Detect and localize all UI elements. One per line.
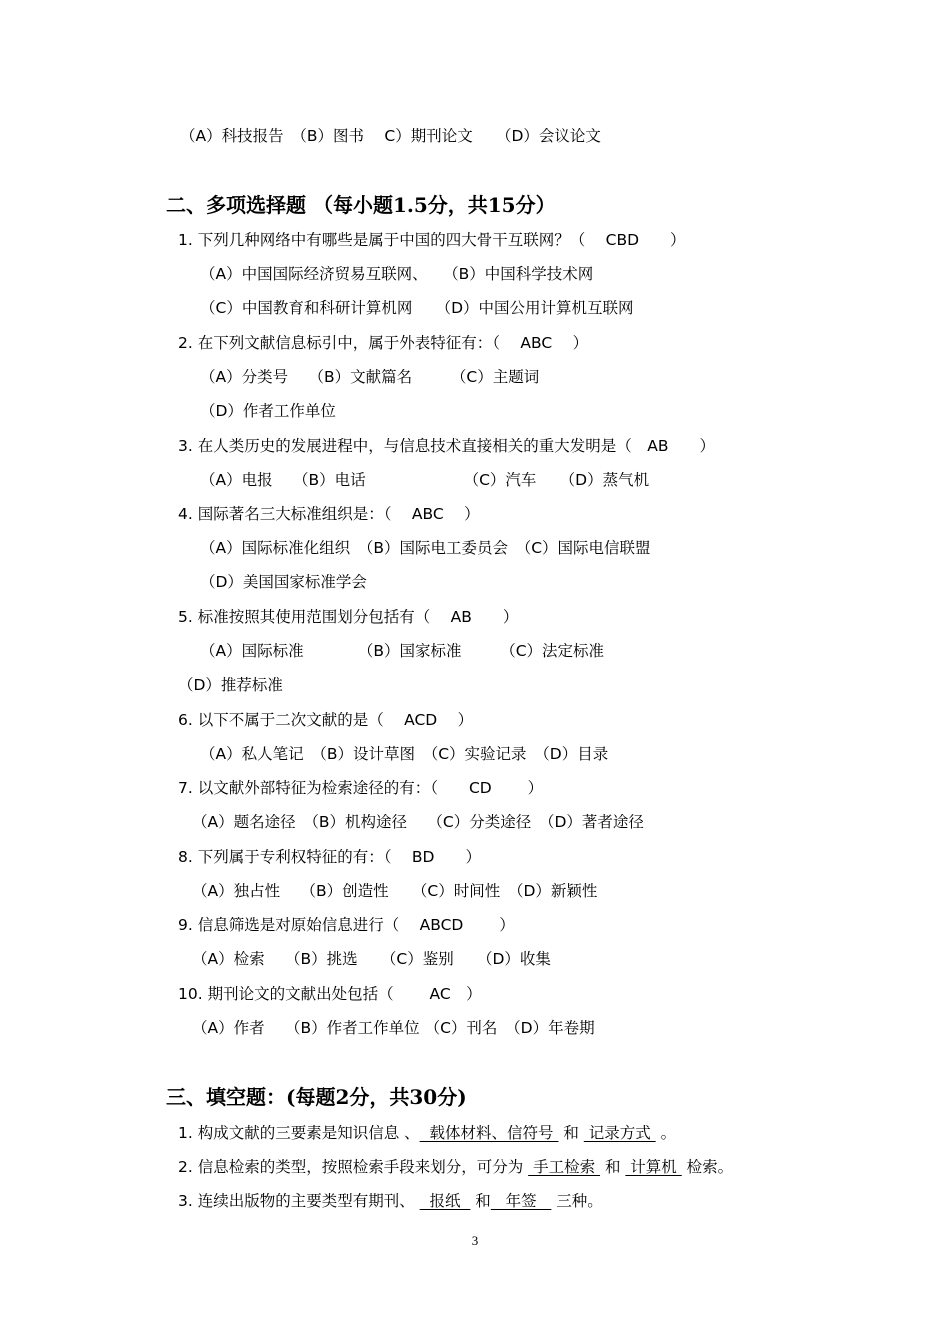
section-3-heading: 三、填空题：(每题2分，共30分) [166, 1085, 467, 1109]
fill-q1-blank-1: 载体材料、信符号 [419, 1124, 559, 1142]
fill-q3 [178, 1191, 603, 1211]
fill-q2 [178, 1157, 733, 1177]
q9-options-1: （A）检索 （B）挑选 （C）鉴别 （D）收集 [192, 950, 551, 968]
q6-options-1: （A）私人笔记 （B）设计草图 （C）实验记录 （D）目录 [200, 745, 609, 763]
fill-q1-joiner: 和 [558, 1124, 584, 1142]
q5-stem: 5. 标准按照其使用范围划分包括有（ AB ） [178, 608, 519, 626]
fill-q3-end: 三种。 [551, 1192, 603, 1210]
fill-q1-text: 1. 构成文献的三要素是知识信息 、 [178, 1124, 420, 1142]
q4-options-2: （D）美国国家标准学会 [200, 573, 367, 591]
q1-stem: 1. 下列几种网络中有哪些是属于中国的四大骨干互联网？（ CBD ） [178, 231, 686, 249]
fill-q2-joiner: 和 [600, 1158, 626, 1176]
fill-q2-blank-1: 手工检索 [528, 1158, 601, 1176]
q5-options-1: （A）国际标准 （B）国家标准 （C）法定标准 [200, 642, 605, 660]
q10-options-1: （A）作者 （B）作者工作单位 （C）刊名 （D）年卷期 [192, 1019, 595, 1037]
fill-q1-blank-2: 记录方式 [583, 1124, 656, 1142]
q1-options-1: （A）中国国际经济贸易互联网、 （B）中国科学技术网 [200, 265, 594, 283]
q7-stem: 7. 以文献外部特征为检索途径的有：（ CD ） [178, 779, 544, 797]
q3-options-1: （A）电报 （B）电话 （C）汽车 （D）蒸气机 [200, 471, 650, 489]
fill-q1-end: 。 [655, 1124, 677, 1142]
q1-options-2: （C）中国教育和科研计算机网 （D）中国公用计算机互联网 [200, 299, 634, 317]
q8-stem: 8. 下列属于专利权特征的有：（ BD ） [178, 848, 481, 866]
fill-q3-text: 3. 连续出版物的主要类型有期刊、 [178, 1192, 420, 1210]
q5-options-2: （D）推荐标准 [178, 676, 283, 694]
prev-question-options: （A）科技报告 （B）图书 C）期刊论文 （D）会议论文 [180, 127, 601, 145]
fill-q3-blank-2: 年签 [490, 1192, 552, 1210]
fill-q2-blank-2: 计算机 [625, 1158, 682, 1176]
fill-q2-end: 检索。 [681, 1158, 734, 1176]
q4-options-1: （A）国际标准化组织 （B）国际电工委员会 （C）国际电信联盟 [200, 539, 651, 557]
fill-q3-joiner: 和 [470, 1192, 491, 1210]
q6-stem: 6. 以下不属于二次文献的是（ ACD ） [178, 711, 474, 729]
q8-options-1: （A）独占性 （B）创造性 （C）时间性 （D）新颖性 [192, 882, 598, 900]
fill-q3-blank-1: 报纸 [419, 1192, 471, 1210]
fill-q1 [178, 1123, 676, 1143]
q3-stem: 3. 在人类历史的发展进程中，与信息技术直接相关的重大发明是（ AB ） [178, 437, 715, 455]
section-2-heading: 二、多项选择题 （每小题1.5分，共15分） [166, 193, 556, 217]
q7-options-1: （A）题名途径 （B）机构途径 （C）分类途径 （D）著者途径 [192, 813, 644, 831]
q2-options-1: （A）分类号 （B）文献篇名 （C）主题词 [200, 368, 540, 386]
q2-stem: 2. 在下列文献信息标引中，属于外表特征有：（ ABC ） [178, 334, 589, 352]
q9-stem: 9. 信息筛选是对原始信息进行（ ABCD ） [178, 916, 515, 934]
q10-stem: 10. 期刊论文的文献出处包括（ AC ） [178, 985, 482, 1003]
q4-stem: 4. 国际著名三大标准组织是：（ ABC ） [178, 505, 480, 523]
q2-options-2: （D）作者工作单位 [200, 402, 336, 420]
fill-q2-text: 2. 信息检索的类型，按照检索手段来划分，可分为 [178, 1158, 529, 1176]
page-number: 3 [471, 1233, 479, 1248]
